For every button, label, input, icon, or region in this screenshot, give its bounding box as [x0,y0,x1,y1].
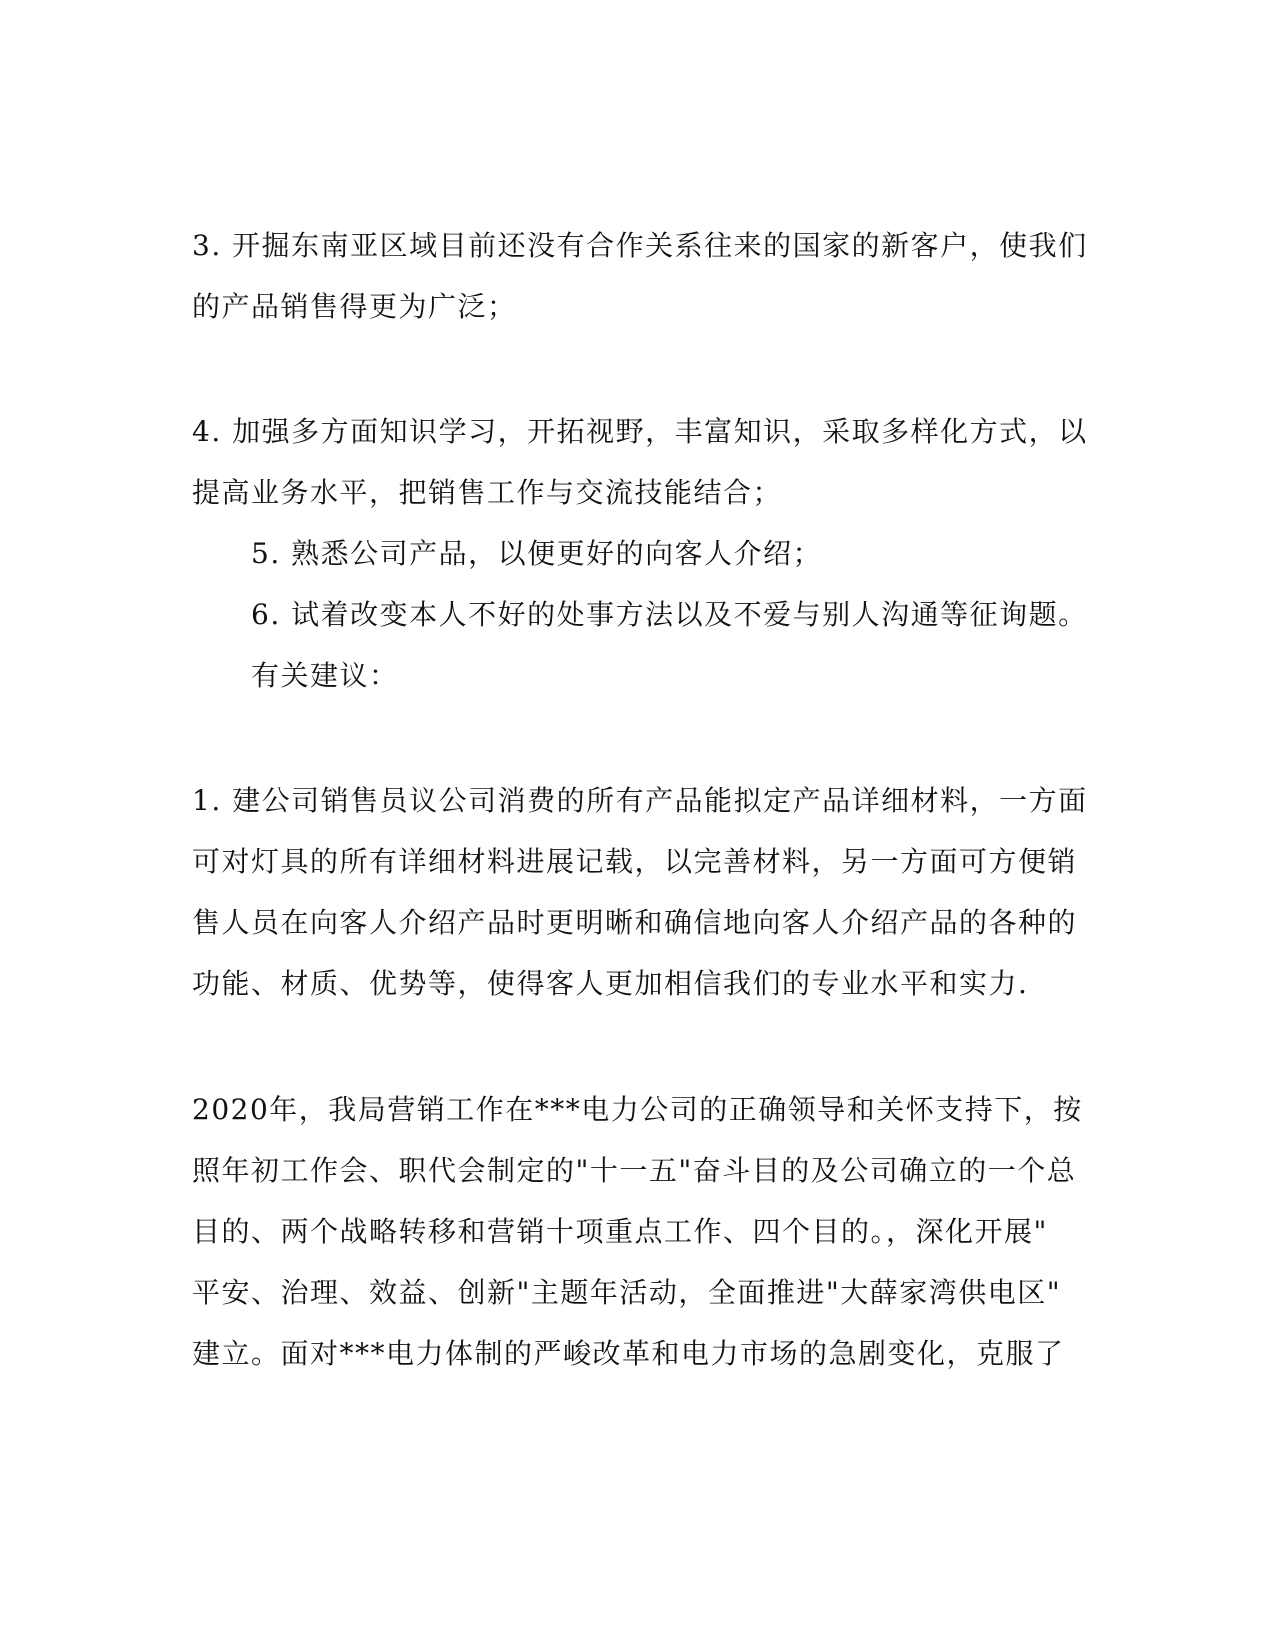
report-paragraph-line-2: 照年初工作会、职代会制定的"十一五"奋斗目的及公司确立的一个总 [192,1154,1077,1187]
paragraph-item-4-line-1: 4. 加强多方面知识学习，开拓视野，丰富知识，采取多样化方式，以 [192,415,1088,448]
suggestion-item-1-line-3: 售人员在向客人介绍产品时更明晰和确信地向客人介绍产品的各种的 [192,906,1078,939]
suggestion-item-1-line-4: 功能、材质、优势等，使得客人更加相信我们的专业水平和实力. [192,967,1029,1000]
report-paragraph-line-5: 建立。面对***电力体制的严峻改革和电力市场的急剧变化，克服了 [192,1337,1065,1370]
paragraph-item-3-line-2: 的产品销售得更为广泛； [192,290,517,323]
report-paragraph-line-4: 平安、治理、效益、创新"主题年活动，全面推进"大薛家湾供电区" [192,1276,1062,1309]
section-heading-suggestions: 有关建议： [251,659,399,692]
report-paragraph-line-1: 2020年，我局营销工作在***电力公司的正确领导和关怀支持下，按 [192,1093,1083,1126]
paragraph-item-4-line-2: 提高业务水平，把销售工作与交流技能结合； [192,476,783,509]
suggestion-item-1-line-1: 1. 建公司销售员议公司消费的所有产品能拟定产品详细材料，一方面 [192,784,1088,817]
report-paragraph-line-3: 目的、两个战略转移和营销十项重点工作、四个目的。，深化开展" [192,1215,1048,1248]
paragraph-item-3-line-1: 3. 开掘东南亚区域目前还没有合作关系往来的国家的新客户，使我们 [192,229,1088,262]
paragraph-item-6: 6. 试着改变本人不好的处事方法以及不爱与别人沟通等征询题。 [251,598,1088,631]
suggestion-item-1-line-2: 可对灯具的所有详细材料进展记载，以完善材料，另一方面可方便销 [192,845,1078,878]
paragraph-item-5: 5. 熟悉公司产品，以便更好的向客人介绍； [251,537,823,570]
